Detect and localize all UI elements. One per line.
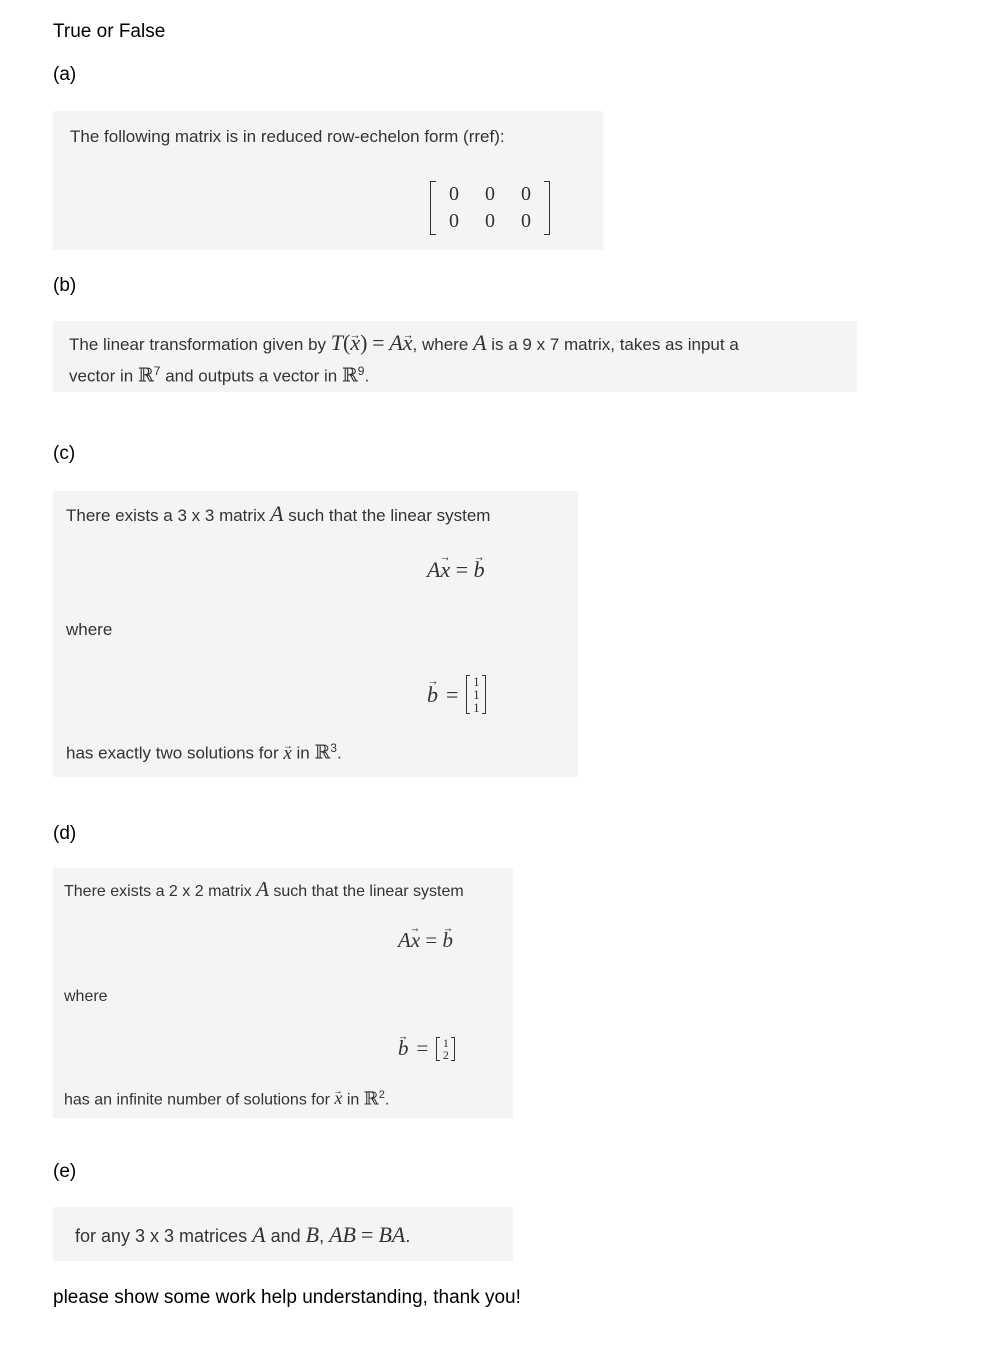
vector-entry: 1 [473, 674, 480, 689]
part-c-last-line [66, 734, 342, 768]
matrix-cell: 0 [485, 210, 495, 232]
matrix-cell: 0 [521, 183, 531, 205]
math-exponent: 2 [378, 1089, 385, 1101]
part-b-text: is a 9 x 7 matrix, takes as input a [491, 335, 739, 354]
part-e-box [53, 1207, 513, 1261]
part-a-matrix [430, 181, 550, 235]
part-d-equation [398, 928, 453, 953]
math-R: ℝ [137, 364, 154, 387]
part-e-text: . [405, 1226, 411, 1246]
part-d-text: . [384, 1091, 390, 1109]
math-equals: = [416, 1036, 429, 1060]
vector-x: → x [440, 557, 450, 583]
vector-b: → b [474, 557, 485, 583]
part-b-text: vector in [69, 366, 134, 386]
math-equals: = [446, 681, 459, 707]
part-e-line [75, 1221, 410, 1250]
part-b-text: The linear transformation given by [69, 335, 327, 354]
vector-x: → x [334, 1084, 342, 1112]
part-d-text: has an infinite number of solutions for [64, 1091, 330, 1109]
vector-entry: 1 [473, 700, 480, 715]
part-c-text: . [336, 743, 342, 763]
part-c-b-definition [427, 675, 486, 714]
math-A: A [473, 330, 487, 355]
matrix-cell: 0 [449, 210, 459, 232]
part-e-label: (e) [53, 1161, 77, 1182]
column-vector [466, 675, 486, 714]
part-d-b-definition [398, 1036, 455, 1061]
matrix-cell: 0 [485, 183, 495, 205]
math-exponent: 3 [330, 741, 337, 755]
vector-x: → x [350, 329, 360, 357]
vector-b: → b [443, 928, 454, 953]
part-b-label: (b) [53, 275, 77, 296]
matrix-cell: 0 [521, 210, 531, 232]
vector-x: → x [283, 740, 291, 768]
math-B: B [305, 1222, 320, 1247]
part-c-where: where [66, 620, 113, 639]
math-R: ℝ [363, 1088, 379, 1110]
math-A: A [256, 877, 269, 901]
vector-b: → b [427, 682, 438, 708]
part-d-text: There exists a 2 x 2 matrix [64, 883, 252, 900]
part-b-box [53, 321, 857, 392]
part-c-label: (c) [53, 443, 76, 464]
column-vector [436, 1037, 455, 1061]
math-R: ℝ [314, 741, 331, 764]
part-c-text: in [296, 743, 310, 763]
part-b-line1: The linear transformation given by T(→ x) = A→ x, where A is a 9 x 7 matrix, takes as input a [69, 329, 739, 359]
part-a-label: (a) [53, 64, 77, 85]
part-c-text: There exists a 3 x 3 matrix [66, 506, 266, 525]
vector-x: → x [403, 329, 413, 357]
footer-request: please show some work help understanding, thank you! [53, 1287, 521, 1308]
part-d-last-line [64, 1081, 389, 1114]
part-c-box [53, 491, 578, 777]
vector-entry: 2 [442, 1047, 449, 1062]
vector-b: → b [398, 1036, 409, 1061]
math-A: A [427, 557, 441, 582]
part-e-text: and [270, 1226, 301, 1246]
part-b-text: . [364, 366, 370, 386]
math-A: A [398, 928, 411, 952]
part-d-where: where [64, 988, 108, 1005]
math-R: ℝ [341, 364, 358, 387]
part-d-line1 [64, 875, 464, 906]
math-A: A [252, 1222, 266, 1247]
part-b-text: and outputs a vector in [165, 366, 338, 386]
part-d-label: (d) [53, 823, 77, 844]
part-c-equation [427, 557, 485, 583]
vector-entry: 1 [442, 1035, 449, 1050]
math-T: T [330, 330, 344, 355]
part-a-text: The following matrix is in reduced row-echelon form (rref): [70, 127, 505, 146]
math-exponent: 9 [357, 364, 365, 378]
part-a-box [53, 111, 603, 250]
matrix-cell: 0 [449, 183, 459, 205]
part-d-text: in [346, 1091, 360, 1109]
part-d-text: such that the linear system [273, 883, 464, 900]
part-c-line1 [66, 500, 490, 530]
math-equals: = [425, 928, 438, 952]
math-equals: = [361, 1222, 374, 1247]
math-BA: BA [378, 1222, 406, 1247]
part-d-box [53, 868, 513, 1118]
math-exponent: 7 [153, 364, 161, 378]
page-title: True or False [53, 21, 166, 42]
vector-x: → x [411, 928, 420, 953]
math-A: A [389, 330, 403, 355]
math-A: A [270, 501, 284, 526]
part-b-text: , where [412, 335, 469, 354]
part-c-text: such that the linear system [288, 506, 491, 525]
vector-entry: 1 [473, 687, 480, 702]
part-c-text: has exactly two solutions for [66, 743, 279, 763]
math-equals: = [455, 557, 469, 582]
part-e-text: , [319, 1226, 325, 1246]
math-equals: = [372, 330, 385, 355]
part-b-line2 [69, 357, 369, 391]
math-AB: AB [329, 1222, 356, 1247]
part-e-text: for any 3 x 3 matrices [75, 1226, 248, 1246]
